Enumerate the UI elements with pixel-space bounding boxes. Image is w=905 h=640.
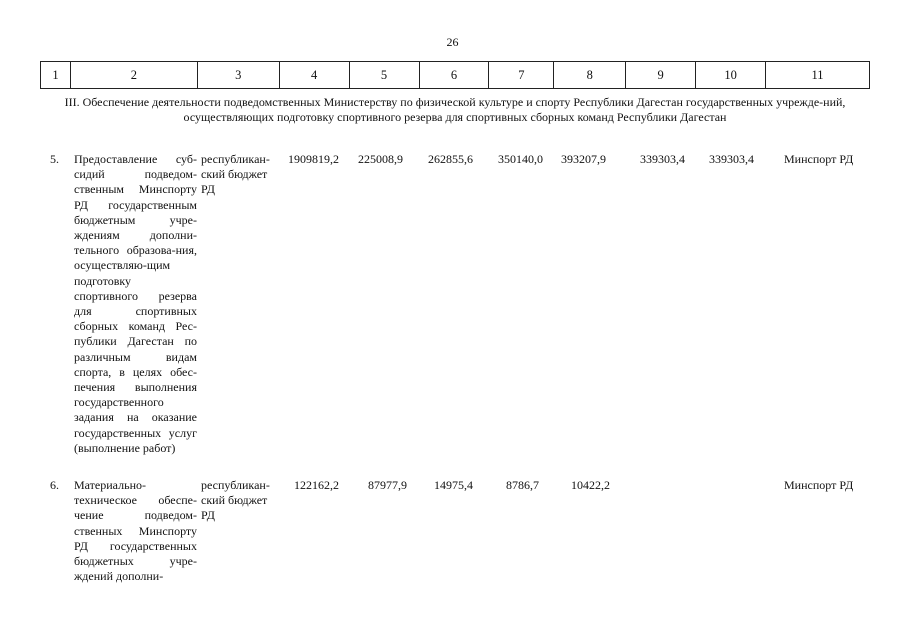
row-value-total: 122162,2 [294,478,339,492]
row-value-total: 1909819,2 [288,152,339,166]
row-value-col6: 14975,4 [434,478,473,492]
row-value-col5: 87977,9 [368,478,407,492]
column-number-7: 7 [489,62,554,89]
column-number-3: 3 [197,62,279,89]
row-executor: Минспорт РД [784,152,854,166]
column-number-6: 6 [419,62,489,89]
column-number-11: 11 [766,62,870,89]
column-number-4: 4 [279,62,349,89]
column-number-8: 8 [554,62,626,89]
column-number-5: 5 [349,62,419,89]
row-value-col8: 393207,9 [561,152,606,166]
row-funding-source: республикан-ский бюджет РД [201,152,270,197]
row-funding-source: республикан-ский бюджет РД [201,478,270,523]
column-number-2: 2 [70,62,197,89]
row-value-col5: 225008,9 [358,152,403,166]
row-number: 6. [50,478,59,492]
row-value-col6: 262855,6 [428,152,473,166]
column-number-1: 1 [41,62,71,89]
column-number-9: 9 [626,62,696,89]
row-value-col8: 10422,2 [571,478,610,492]
column-number-header [40,61,870,89]
section-title: III. Обеспечение деятельности подведомственных Министерству по физической культуре и спорту Республики Дагестан государственных учрежде-ний, осуществляющих подготовку спортивного резерва для спортивных сборных команд Республики Дагестан [64,95,846,124]
row-description: Материально-техническое обеспе-чение подведом-ственных Минспорту РД государственных бюджетных учре-ждений дополни- [74,478,197,584]
column-number-10: 10 [696,62,766,89]
row-executor: Минспорт РД [784,478,854,492]
row-value-col7: 8786,7 [506,478,539,492]
row-value-col10: 339303,4 [709,152,754,166]
row-number: 5. [50,152,59,166]
row-description: Предоставление суб-сидий подведом-ственным Минспорту РД государственным бюджетным учре-ждениям дополни-тельного образова-ния, осуществляю-щим подготовку спортивного резерва для спортивных сборных команд Рес-публики Дагестан по различным видам спорта, в целях обес-печения выполнения государственного задания на оказание государственных услуг (выполнение работ) [74,152,197,455]
page-number: 26 [446,35,459,49]
row-value-col7: 350140,0 [498,152,543,166]
row-value-col9: 339303,4 [640,152,685,166]
